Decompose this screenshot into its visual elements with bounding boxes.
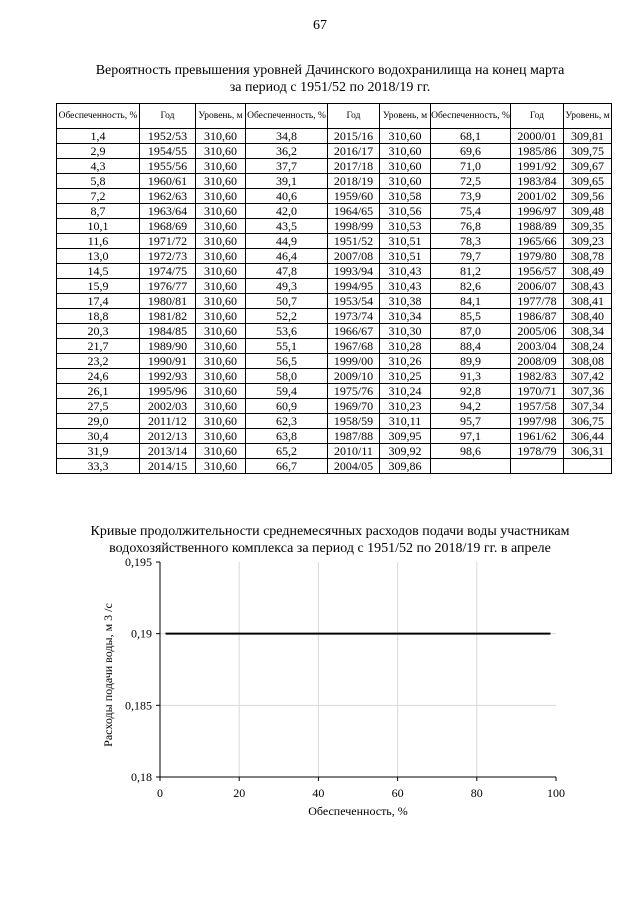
level-cell: 310,60 <box>196 129 246 144</box>
year-cell: 1963/64 <box>140 204 196 219</box>
year-cell: 1952/53 <box>140 129 196 144</box>
level-cell: 310,60 <box>196 429 246 444</box>
level-cell: 310,60 <box>196 249 246 264</box>
year-cell: 1958/59 <box>328 414 380 429</box>
probability-cell: 21,7 <box>57 339 140 354</box>
table-row <box>57 234 612 249</box>
page-number: 67 <box>313 18 327 33</box>
level-cell: 310,60 <box>196 279 246 294</box>
level-cell: 310,60 <box>196 339 246 354</box>
level-cell: 310,60 <box>196 384 246 399</box>
y-tick-label: 0,19 <box>131 626 152 641</box>
year-cell: 2013/14 <box>140 444 196 459</box>
year-cell: 1964/65 <box>328 204 380 219</box>
level-cell: 310,60 <box>196 189 246 204</box>
year-cell: 1990/91 <box>140 354 196 369</box>
year-cell: 1959/60 <box>328 189 380 204</box>
probability-cell: 36,2 <box>246 144 328 159</box>
level-cell: 309,81 <box>564 129 612 144</box>
probability-cell: 72,5 <box>431 174 511 189</box>
chart-title <box>60 523 600 557</box>
level-cell: 310,60 <box>196 369 246 384</box>
year-cell: 1972/73 <box>140 249 196 264</box>
probability-cell: 71,0 <box>431 159 511 174</box>
chart-title-line1: Кривые продолжительности среднемесячных расходов подачи воды участникам <box>90 524 570 539</box>
probability-cell: 62,3 <box>246 414 328 429</box>
x-tick-label: 40 <box>312 786 325 800</box>
level-cell: 310,60 <box>196 354 246 369</box>
year-cell: 1977/78 <box>511 294 564 309</box>
level-cell: 310,60 <box>196 159 246 174</box>
year-cell: 1998/99 <box>328 219 380 234</box>
year-cell: 1991/92 <box>511 159 564 174</box>
probability-cell: 82,6 <box>431 279 511 294</box>
level-cell: 309,95 <box>380 429 431 444</box>
level-cell: 309,92 <box>380 444 431 459</box>
year-cell: 1973/74 <box>328 309 380 324</box>
level-cell: 308,08 <box>564 354 612 369</box>
level-cell: 310,34 <box>380 309 431 324</box>
header-level: Уровень, м <box>380 104 431 129</box>
level-cell: 309,23 <box>564 234 612 249</box>
y-tick-label: 0,18 <box>131 770 152 784</box>
probability-cell: 79,7 <box>431 249 511 264</box>
year-cell: 1975/76 <box>328 384 380 399</box>
probability-cell: 2,9 <box>57 144 140 159</box>
year-cell: 1974/75 <box>140 264 196 279</box>
probability-cell: 49,3 <box>246 279 328 294</box>
year-cell: 1996/97 <box>511 204 564 219</box>
probability-cell: 66,7 <box>246 459 328 474</box>
level-cell: 309,48 <box>564 204 612 219</box>
year-cell: 1986/87 <box>511 309 564 324</box>
probability-cell: 5,8 <box>57 174 140 189</box>
y-axis-label: Расходы подачи воды, м 3 /с <box>101 603 115 747</box>
level-cell: 308,43 <box>564 279 612 294</box>
year-cell: 2009/10 <box>328 369 380 384</box>
probability-cell: 58,0 <box>246 369 328 384</box>
year-cell: 2004/05 <box>328 459 380 474</box>
table-row <box>57 309 612 324</box>
level-cell: 310,60 <box>196 219 246 234</box>
year-cell: 1981/82 <box>140 309 196 324</box>
year-cell: 1982/83 <box>511 369 564 384</box>
probability-cell: 1,4 <box>57 129 140 144</box>
header-level: Уровень, м <box>564 104 612 129</box>
probability-cell: 18,8 <box>57 309 140 324</box>
table-row <box>57 354 612 369</box>
probability-cell: 20,3 <box>57 324 140 339</box>
probability-cell: 59,4 <box>246 384 328 399</box>
table-row <box>57 324 612 339</box>
year-cell: 1985/86 <box>511 144 564 159</box>
probability-cell: 78,3 <box>431 234 511 249</box>
table-row <box>57 144 612 159</box>
probability-cell: 60,9 <box>246 399 328 414</box>
level-cell: 310,60 <box>380 159 431 174</box>
y-tick-label: 0,195 <box>125 555 152 569</box>
year-cell: 1962/63 <box>140 189 196 204</box>
level-cell: 310,51 <box>380 249 431 264</box>
probability-cell: 97,1 <box>431 429 511 444</box>
probability-cell: 85,5 <box>431 309 511 324</box>
table-row <box>57 129 612 144</box>
probability-cell: 24,6 <box>57 369 140 384</box>
chart-title-line2: водохозяйственного комплекса за период с 1951/52 по 2018/19 гг. в апреле <box>109 541 551 556</box>
probability-cell: 30,4 <box>57 429 140 444</box>
probability-cell: 94,2 <box>431 399 511 414</box>
year-cell: 1970/71 <box>511 384 564 399</box>
year-cell: 1978/79 <box>511 444 564 459</box>
level-cell: 310,60 <box>196 459 246 474</box>
chart-grid <box>160 562 556 777</box>
level-cell: 310,26 <box>380 354 431 369</box>
probability-cell: 69,6 <box>431 144 511 159</box>
table-row <box>57 429 612 444</box>
year-cell: 2018/19 <box>328 174 380 189</box>
year-cell: 1966/67 <box>328 324 380 339</box>
probability-cell: 81,2 <box>431 264 511 279</box>
level-cell: 310,60 <box>196 444 246 459</box>
year-cell: 1954/55 <box>140 144 196 159</box>
year-cell: 1951/52 <box>328 234 380 249</box>
year-cell: 2015/16 <box>328 129 380 144</box>
level-cell: 310,24 <box>380 384 431 399</box>
year-cell: 1993/94 <box>328 264 380 279</box>
level-cell: 310,60 <box>196 144 246 159</box>
year-cell: 1984/85 <box>140 324 196 339</box>
x-tick-label: 0 <box>157 786 163 800</box>
year-cell: 1980/81 <box>140 294 196 309</box>
level-cell: 309,67 <box>564 159 612 174</box>
level-cell: 310,60 <box>196 414 246 429</box>
year-cell: 1997/98 <box>511 414 564 429</box>
header-probability: Обеспеченность, % <box>57 104 140 129</box>
level-cell: 308,41 <box>564 294 612 309</box>
header-probability: Обеспеченность, % <box>431 104 511 129</box>
probability-cell: 31,9 <box>57 444 140 459</box>
probability-cell: 23,2 <box>57 354 140 369</box>
header-level: Уровень, м <box>196 104 246 129</box>
year-cell: 1968/69 <box>140 219 196 234</box>
probability-cell: 65,2 <box>246 444 328 459</box>
probability-cell: 75,4 <box>431 204 511 219</box>
probability-cell: 26,1 <box>57 384 140 399</box>
probability-cell: 11,6 <box>57 234 140 249</box>
year-cell: 2007/08 <box>328 249 380 264</box>
level-cell: 310,60 <box>196 204 246 219</box>
year-cell: 1961/62 <box>511 429 564 444</box>
header-year: Год <box>140 104 196 129</box>
year-cell: 1987/88 <box>328 429 380 444</box>
year-cell: 1969/70 <box>328 399 380 414</box>
level-cell: 309,65 <box>564 174 612 189</box>
year-cell: 1960/61 <box>140 174 196 189</box>
level-cell: 310,43 <box>380 279 431 294</box>
year-cell: 2011/12 <box>140 414 196 429</box>
level-cell: 307,34 <box>564 399 612 414</box>
x-tick-label: 100 <box>547 786 565 800</box>
table-title <box>60 62 600 96</box>
header-year: Год <box>328 104 380 129</box>
table-row <box>57 384 612 399</box>
level-cell: 310,38 <box>380 294 431 309</box>
year-cell: 2010/11 <box>328 444 380 459</box>
table-row <box>57 189 612 204</box>
probability-cell: 56,5 <box>246 354 328 369</box>
year-cell: 2017/18 <box>328 159 380 174</box>
x-tick-label: 20 <box>233 786 246 800</box>
level-cell: 310,56 <box>380 204 431 219</box>
year-cell: 2012/13 <box>140 429 196 444</box>
year-cell: 2001/02 <box>511 189 564 204</box>
level-cell: 310,11 <box>380 414 431 429</box>
level-cell: 309,75 <box>564 144 612 159</box>
table-row <box>57 174 612 189</box>
probability-cell: 44,9 <box>246 234 328 249</box>
year-cell: 2014/15 <box>140 459 196 474</box>
probability-table <box>56 103 612 474</box>
probability-cell: 53,6 <box>246 324 328 339</box>
probability-cell: 13,0 <box>57 249 140 264</box>
level-cell: 310,60 <box>196 174 246 189</box>
year-cell: 1971/72 <box>140 234 196 249</box>
header-year: Год <box>511 104 564 129</box>
level-cell: 310,60 <box>380 174 431 189</box>
level-cell: 308,24 <box>564 339 612 354</box>
probability-cell: 10,1 <box>57 219 140 234</box>
year-cell: 2003/04 <box>511 339 564 354</box>
table-title-line2: за период с 1951/52 по 2018/19 гг. <box>229 80 431 95</box>
table-row <box>57 339 612 354</box>
probability-cell: 98,6 <box>431 444 511 459</box>
probability-cell: 55,1 <box>246 339 328 354</box>
table-row <box>57 264 612 279</box>
probability-cell: 40,6 <box>246 189 328 204</box>
level-cell: 310,60 <box>196 309 246 324</box>
year-cell: 2006/07 <box>511 279 564 294</box>
probability-cell: 63,8 <box>246 429 328 444</box>
level-cell: 310,28 <box>380 339 431 354</box>
probability-cell: 43,5 <box>246 219 328 234</box>
probability-cell: 46,4 <box>246 249 328 264</box>
level-cell: 307,36 <box>564 384 612 399</box>
level-cell: 308,40 <box>564 309 612 324</box>
duration-curve-chart <box>96 553 576 825</box>
year-cell: 1965/66 <box>511 234 564 249</box>
probability-cell: 17,4 <box>57 294 140 309</box>
probability-cell: 33,3 <box>57 459 140 474</box>
probability-cell: 37,7 <box>246 159 328 174</box>
year-cell: 1994/95 <box>328 279 380 294</box>
table-row <box>57 399 612 414</box>
probability-cell: 47,8 <box>246 264 328 279</box>
probability-cell: 14,5 <box>57 264 140 279</box>
year-cell: 1995/96 <box>140 384 196 399</box>
level-cell: 310,53 <box>380 219 431 234</box>
x-tick-label: 60 <box>391 786 404 800</box>
level-cell: 310,60 <box>380 144 431 159</box>
year-cell: 1992/93 <box>140 369 196 384</box>
level-cell: 310,23 <box>380 399 431 414</box>
year-cell: 1967/68 <box>328 339 380 354</box>
level-cell: 310,60 <box>196 234 246 249</box>
table-row <box>57 159 612 174</box>
level-cell: 306,31 <box>564 444 612 459</box>
probability-cell: 34,8 <box>246 129 328 144</box>
level-cell: 310,60 <box>196 324 246 339</box>
year-cell: 1957/58 <box>511 399 564 414</box>
level-cell: 310,30 <box>380 324 431 339</box>
level-cell: 310,43 <box>380 264 431 279</box>
level-cell: 308,49 <box>564 264 612 279</box>
year-cell <box>511 459 564 474</box>
table-row <box>57 414 612 429</box>
table-title-line1: Вероятность превышения уровней Дачинского водохранилища на конец марта <box>95 63 565 78</box>
y-tick-label: 0,185 <box>125 698 152 713</box>
probability-cell: 95,7 <box>431 414 511 429</box>
year-cell: 1988/89 <box>511 219 564 234</box>
table-row <box>57 279 612 294</box>
probability-cell <box>431 459 511 474</box>
level-cell: 309,86 <box>380 459 431 474</box>
table-body <box>57 129 612 474</box>
table-row <box>57 369 612 384</box>
year-cell: 1989/90 <box>140 339 196 354</box>
level-cell: 306,44 <box>564 429 612 444</box>
level-cell: 307,42 <box>564 369 612 384</box>
year-cell: 1979/80 <box>511 249 564 264</box>
year-cell: 1999/00 <box>328 354 380 369</box>
level-cell: 310,51 <box>380 234 431 249</box>
probability-cell: 50,7 <box>246 294 328 309</box>
probability-cell: 68,1 <box>431 129 511 144</box>
year-cell: 2000/01 <box>511 129 564 144</box>
year-cell: 1976/77 <box>140 279 196 294</box>
level-cell: 309,35 <box>564 219 612 234</box>
level-cell <box>564 459 612 474</box>
table-row <box>57 249 612 264</box>
chart-ticks <box>125 555 565 800</box>
probability-cell: 52,2 <box>246 309 328 324</box>
x-tick-label: 80 <box>470 786 483 800</box>
x-axis-label: Обеспеченность, % <box>308 804 408 818</box>
year-cell: 1983/84 <box>511 174 564 189</box>
year-cell: 1955/56 <box>140 159 196 174</box>
probability-cell: 84,1 <box>431 294 511 309</box>
probability-cell: 88,4 <box>431 339 511 354</box>
probability-cell: 87,0 <box>431 324 511 339</box>
probability-cell: 29,0 <box>57 414 140 429</box>
table-row <box>57 459 612 474</box>
chart-axes <box>160 562 556 777</box>
table-row <box>57 294 612 309</box>
probability-cell: 92,8 <box>431 384 511 399</box>
level-cell: 310,25 <box>380 369 431 384</box>
probability-cell: 89,9 <box>431 354 511 369</box>
year-cell: 1956/57 <box>511 264 564 279</box>
year-cell: 1953/54 <box>328 294 380 309</box>
level-cell: 308,78 <box>564 249 612 264</box>
level-cell: 309,56 <box>564 189 612 204</box>
probability-cell: 76,8 <box>431 219 511 234</box>
table-row <box>57 204 612 219</box>
level-cell: 310,60 <box>380 129 431 144</box>
probability-cell: 7,2 <box>57 189 140 204</box>
table-row <box>57 444 612 459</box>
level-cell: 310,60 <box>196 264 246 279</box>
probability-cell: 39,1 <box>246 174 328 189</box>
probability-cell: 8,7 <box>57 204 140 219</box>
year-cell: 2016/17 <box>328 144 380 159</box>
probability-cell: 27,5 <box>57 399 140 414</box>
table-header-row <box>57 104 612 129</box>
probability-cell: 73,9 <box>431 189 511 204</box>
year-cell: 2005/06 <box>511 324 564 339</box>
year-cell: 2002/03 <box>140 399 196 414</box>
probability-cell: 42,0 <box>246 204 328 219</box>
probability-cell: 15,9 <box>57 279 140 294</box>
level-cell: 310,60 <box>196 294 246 309</box>
level-cell: 310,60 <box>196 399 246 414</box>
table-row <box>57 219 612 234</box>
level-cell: 308,34 <box>564 324 612 339</box>
level-cell: 310,58 <box>380 189 431 204</box>
year-cell: 2008/09 <box>511 354 564 369</box>
probability-cell: 91,3 <box>431 369 511 384</box>
header-probability: Обеспеченность, % <box>246 104 328 129</box>
probability-cell: 4,3 <box>57 159 140 174</box>
level-cell: 306,75 <box>564 414 612 429</box>
